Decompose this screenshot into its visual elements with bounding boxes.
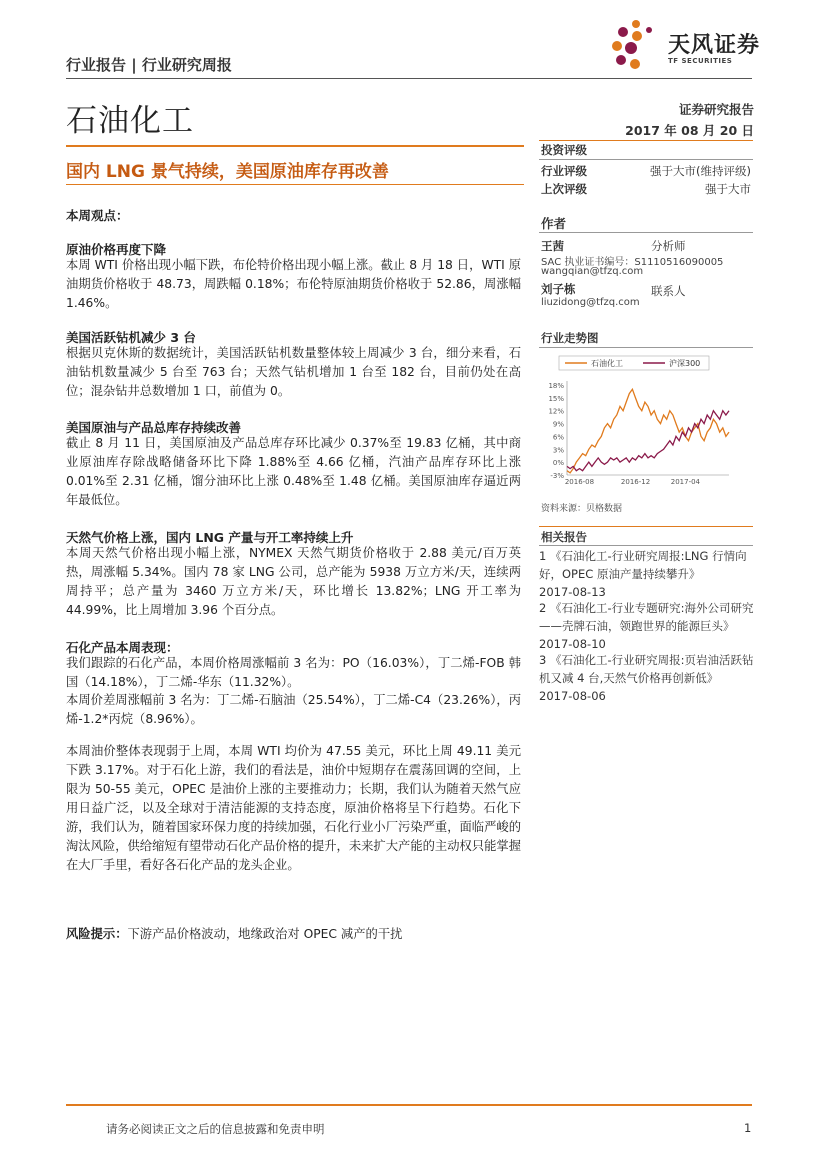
header-divider <box>66 78 752 79</box>
viewpoint-heading: 本周观点： <box>66 208 129 223</box>
related-title: 相关报告 <box>541 530 587 544</box>
y-tick-label: 6% <box>552 433 564 442</box>
y-tick-label: -3% <box>550 472 564 480</box>
footer-rule <box>66 1104 752 1106</box>
section-text: 本周价差周涨幅前 3 名为：丁二烯-石脑油（25.54%），丁二烯-C4（23.26%），丙烯-1.2*丙烷（8.96%）。 <box>66 693 521 726</box>
sidebar-rule <box>539 140 753 141</box>
related-item[interactable] <box>539 651 755 705</box>
x-tick-label: 2016-12 <box>620 478 651 485</box>
rating-value: 强于大市(维持评级) <box>650 164 751 178</box>
company-name-cn: 天风证券 <box>668 33 761 58</box>
related-item[interactable] <box>539 599 755 653</box>
author-divider <box>539 232 753 233</box>
author2-role: 联系人 <box>651 284 686 298</box>
y-tick-label: 18% <box>548 382 564 390</box>
y-tick-label: 9% <box>552 420 564 429</box>
x-tick-label: 2017-04 <box>670 478 701 485</box>
y-tick-label: 0% <box>552 459 564 468</box>
related-item-text: 3 《石油化工-行业研究周报:页岩油活跃钻机又减 4 台,天然气价格再创新低》 <box>539 653 754 685</box>
report-headline: 国内 LNG 景气持续，美国原油库存再改善 <box>66 162 389 182</box>
related-item-date: 2017-08-13 <box>539 585 606 599</box>
related-item-date: 2017-08-10 <box>539 637 606 651</box>
y-tick-label: 15% <box>548 394 564 403</box>
legend-label: 沪深300 <box>669 359 701 368</box>
related-item[interactable] <box>539 547 755 601</box>
outlook-text: 本周油价整体表现弱于上周，本周 WTI 均价为 47.55 美元，环比上周 49.11 美元下跌 3.17%。对于石化上游，我们的看法是，油价中短期存在震荡回调的空间，上限为 50-55 美元，OPEC 是油价上涨的主要推动力；长期，我们认为随着天然气应用日益广泛，以及全球对于清洁能源的支持态度，原油价格将呈下行趋势。石化下游，我们认为，随着国家环保力度的持续加强，石化行业小厂污染严重，面临严峻的淘汰风险，供给缩短有望带动石化产品价格的提升，未来扩大产能的主动权只能掌握在大厂手里，看好各石化产品的龙头企业。 <box>66 744 521 872</box>
company-name-en: TF SECURITIES <box>668 57 733 65</box>
section-text: 我们跟踪的石化产品，本周价格周涨幅前 3 名为：PO（16.03%），丁二烯-FOB 韩国（14.18%），丁二烯-华东（11.32%）。 <box>66 656 521 689</box>
risk-text: 下游产品价格波动，地缘政治对 OPEC 减产的干扰 <box>127 927 403 941</box>
chart-title: 行业走势图 <box>541 331 599 345</box>
headline-rule <box>66 145 524 147</box>
author1-email[interactable]: wangqian@tfzq.com <box>541 266 644 277</box>
author1-cert: SAC 执业证书编号：S1110516090005 <box>541 257 724 268</box>
industry-trend-chart <box>539 355 753 485</box>
chart-divider <box>539 347 753 348</box>
y-tick-label: 3% <box>552 446 564 455</box>
report-date: 2017 年 08 月 20 日 <box>625 123 754 138</box>
related-rule <box>539 526 753 527</box>
related-divider <box>539 545 753 546</box>
section-title: 天然气价格上涨，国内 LNG 产量与开工率持续上升 <box>66 530 354 545</box>
risk-note <box>66 924 402 942</box>
section-text: 截止 8 月 11 日，美国原油及产品总库存环比减少 0.37%至 19.83 亿桶，其中商业原油库存除战略储备环比下降 1.88%至 4.66 亿桶，汽油产品库存环比上涨 0.01%至 2.31 亿桶，馏分油环比上涨 0.48%至 1.48 亿桶。美国原油库存逼近两年最低位。 <box>66 436 521 507</box>
x-tick-label: 2016-08 <box>564 478 595 485</box>
risk-label: 风险提示： <box>66 927 128 941</box>
author-title: 作者 <box>541 216 567 231</box>
legend-label: 石油化工 <box>591 359 623 368</box>
section-title: 原油价格再度下降 <box>66 242 167 257</box>
headline-rule-bottom <box>66 184 524 185</box>
prev-rating-label: 上次评级 <box>541 182 587 196</box>
section-title: 美国活跃钻机减少 3 台 <box>66 330 196 345</box>
breadcrumb: 行业报告 | 行业研究周报 <box>66 56 232 74</box>
report-type: 证券研究报告 <box>678 102 754 117</box>
footer-disclaimer[interactable]: 请务必阅读正文之后的信息披露和免责申明 <box>106 1122 325 1136</box>
related-item-text: 1 《石油化工-行业研究周报:LNG 行情向好，OPEC 原油产量持续攀升》 <box>539 549 747 581</box>
series-line <box>567 389 729 473</box>
section-title: 石化产品本周表现： <box>66 640 179 655</box>
author2-name: 刘子栋 <box>541 282 576 296</box>
rating-title: 投资评级 <box>541 143 587 157</box>
author1-role: 分析师 <box>651 239 686 253</box>
section-text: 本周 WTI 价格出现小幅下跌，布伦特价格出现小幅上涨。截止 8 月 18 日，WTI 原油期货价格收于 48.73，周跌幅 0.18%；布伦特原油期货价格收于 52.86，周涨幅 1.46%。 <box>66 258 521 310</box>
page-title: 石油化工 <box>66 103 194 139</box>
section-text: 本周天然气价格出现小幅上涨，NYMEX 天然气期货价格收于 2.88 美元/百万英热，周涨幅 5.34%。国内 78 家 LNG 公司，总产能为 5938 万立方米/天，连续两周持平；总产量为 3460 万立方米/天，环比增长 13.82%；LNG 开工率为 44.99%，比上周增加 3.96 个百分点。 <box>66 546 521 617</box>
chart-source: 资料来源：贝格数据 <box>541 504 623 514</box>
rating-divider <box>539 159 753 160</box>
company-logo-mark <box>609 18 665 74</box>
y-tick-label: 12% <box>548 407 564 416</box>
author2-email[interactable]: liuzidong@tfzq.com <box>541 297 640 308</box>
page-number: 1 <box>744 1121 752 1135</box>
section-text: 根据贝克休斯的数据统计，美国活跃钻机数量整体较上周减少 3 台，细分来看，石油钻机数量减少 5 台至 763 台；天然气钻机增加 1 台至 182 台，目前仍处在高位；混杂钻井总数增加 1 口，前值为 0。 <box>66 346 521 398</box>
prev-rating-value: 强于大市 <box>705 182 751 196</box>
related-item-date: 2017-08-06 <box>539 689 606 703</box>
rating-label: 行业评级 <box>541 164 587 178</box>
section-title: 美国原油与产品总库存持续改善 <box>66 420 242 435</box>
related-item-text: 2 《石油化工-行业专题研究:海外公司研究——壳牌石油，领跑世界的能源巨头》 <box>539 601 754 633</box>
author1-name: 王茜 <box>541 239 564 253</box>
